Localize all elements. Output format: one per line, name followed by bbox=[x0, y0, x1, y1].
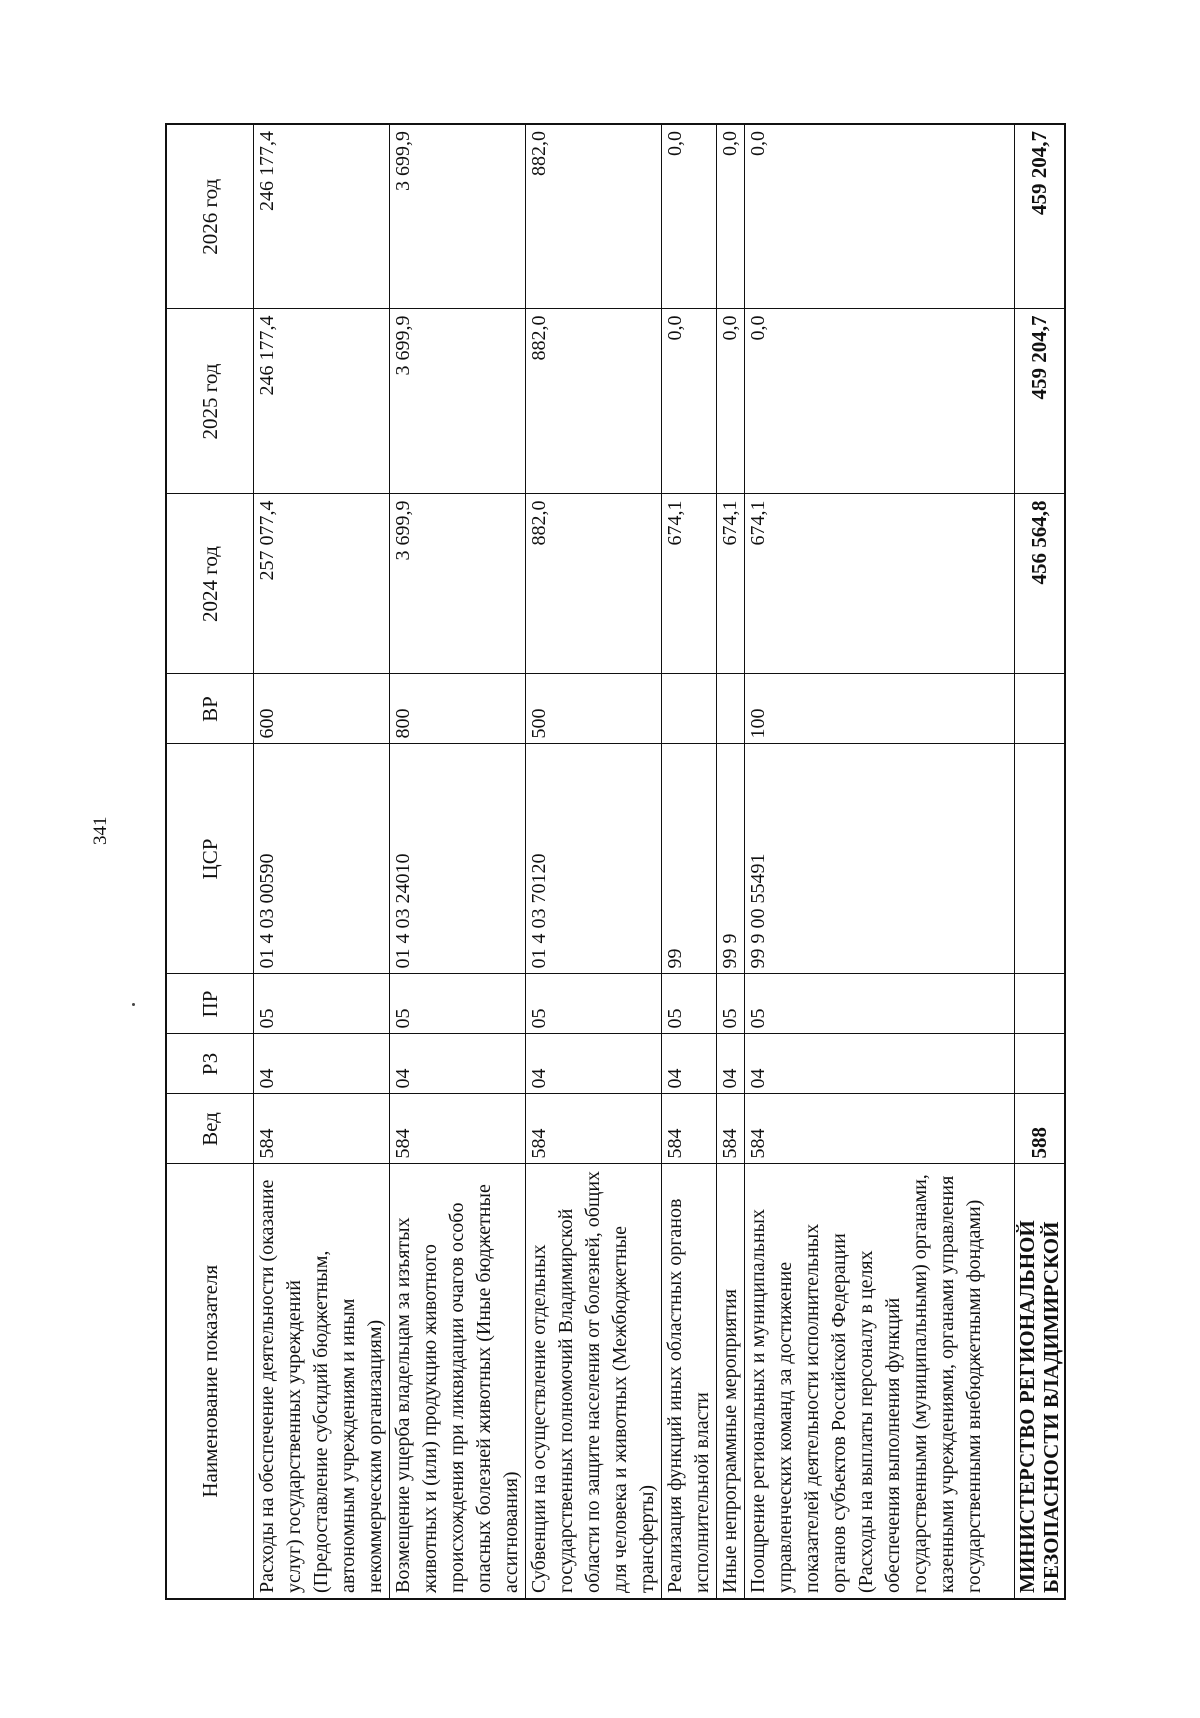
row-2024: 257 077,4 bbox=[254, 494, 390, 674]
table-header-row bbox=[166, 124, 254, 1599]
row-name: Поощрение региональных и муниципальных управленческих команд за достижение показателей деятельности исполнительных органов субъектов Российской Федерации (Расходы на выплаты персоналу в целях обеспечения выполнения функций государственными (муниципальными) органами, казенными учреждениями, органами управления государственными внебюджетными фондами) bbox=[745, 1164, 1015, 1599]
table-row bbox=[390, 124, 526, 1599]
row-ved: 584 bbox=[390, 1094, 526, 1164]
table-row bbox=[717, 124, 745, 1599]
row-csr: 01 4 03 70120 bbox=[526, 744, 662, 974]
total-csr bbox=[1015, 744, 1065, 974]
table-row bbox=[526, 124, 662, 1599]
total-2026: 459 204,7 bbox=[1015, 124, 1065, 309]
row-name: Возмещение ущерба владельцам за изъятых животных и (или) продукцию животного происхождения при ликвидации очагов особо опасных болезней животных (Иные бюджетные ассигнования) bbox=[390, 1164, 526, 1599]
total-name: МИНИСТЕРСТВО РЕГИОНАЛЬНОЙ БЕЗОПАСНОСТИ ВЛАДИМИРСКОЙ bbox=[1015, 1164, 1065, 1599]
header-2026: 2026 год bbox=[166, 124, 254, 309]
row-pr: 05 bbox=[390, 974, 526, 1034]
row-vr bbox=[662, 674, 717, 744]
row-name: Расходы на обеспечение деятельности (оказание услуг) государственных учреждений (Предоставление субсидий бюджетным, автономным учреждениям и иным некоммерческим организациям) bbox=[254, 1164, 390, 1599]
row-rz: 04 bbox=[526, 1034, 662, 1094]
row-pr: 05 bbox=[717, 974, 745, 1034]
row-rz: 04 bbox=[717, 1034, 745, 1094]
table-row bbox=[662, 124, 717, 1599]
scan-dot bbox=[132, 1003, 135, 1006]
row-2026: 3 699,9 bbox=[390, 124, 526, 309]
table-row bbox=[745, 124, 1015, 1599]
table-row bbox=[254, 124, 390, 1599]
total-pr bbox=[1015, 974, 1065, 1034]
row-2026: 882,0 bbox=[526, 124, 662, 309]
row-2024: 674,1 bbox=[717, 494, 745, 674]
total-ved: 588 bbox=[1015, 1094, 1065, 1164]
row-vr: 100 bbox=[745, 674, 1015, 744]
row-pr: 05 bbox=[254, 974, 390, 1034]
row-2025: 0,0 bbox=[745, 309, 1015, 494]
page-number: 341 bbox=[90, 816, 111, 845]
row-pr: 05 bbox=[526, 974, 662, 1034]
header-ved: Вед bbox=[166, 1094, 254, 1164]
row-2026: 0,0 bbox=[717, 124, 745, 309]
header-name: Наименование показателя bbox=[166, 1164, 254, 1599]
row-2026: 0,0 bbox=[745, 124, 1015, 309]
row-rz: 04 bbox=[254, 1034, 390, 1094]
budget-table-rotated bbox=[165, 125, 1085, 1600]
total-2025: 459 204,7 bbox=[1015, 309, 1065, 494]
total-vr bbox=[1015, 674, 1065, 744]
total-rz bbox=[1015, 1034, 1065, 1094]
row-csr: 01 4 03 24010 bbox=[390, 744, 526, 974]
row-2024: 674,1 bbox=[745, 494, 1015, 674]
row-csr: 99 9 00 55491 bbox=[745, 744, 1015, 974]
row-ved: 584 bbox=[717, 1094, 745, 1164]
row-pr: 05 bbox=[745, 974, 1015, 1034]
row-ved: 584 bbox=[745, 1094, 1015, 1164]
row-2024: 882,0 bbox=[526, 494, 662, 674]
row-2025: 3 699,9 bbox=[390, 309, 526, 494]
row-2025: 246 177,4 bbox=[254, 309, 390, 494]
row-2025: 882,0 bbox=[526, 309, 662, 494]
row-csr: 01 4 03 00590 bbox=[254, 744, 390, 974]
row-rz: 04 bbox=[662, 1034, 717, 1094]
row-ved: 584 bbox=[662, 1094, 717, 1164]
row-csr: 99 bbox=[662, 744, 717, 974]
row-csr: 99 9 bbox=[717, 744, 745, 974]
row-rz: 04 bbox=[390, 1034, 526, 1094]
row-ved: 584 bbox=[254, 1094, 390, 1164]
row-2024: 674,1 bbox=[662, 494, 717, 674]
row-name: Субвенции на осуществление отдельных государственных полномочий Владимирской области по защите населения от болезней, общих для человека и животных (Межбюджетные трансферты) bbox=[526, 1164, 662, 1599]
table-total-row bbox=[1015, 124, 1065, 1599]
row-2026: 0,0 bbox=[662, 124, 717, 309]
row-vr: 500 bbox=[526, 674, 662, 744]
row-pr: 05 bbox=[662, 974, 717, 1034]
header-2025: 2025 год bbox=[166, 309, 254, 494]
total-2024: 456 564,8 bbox=[1015, 494, 1065, 674]
row-name: Иные непрограммные мероприятия bbox=[717, 1164, 745, 1599]
row-2025: 0,0 bbox=[662, 309, 717, 494]
row-rz: 04 bbox=[745, 1034, 1015, 1094]
header-pr: ПР bbox=[166, 974, 254, 1034]
row-vr: 600 bbox=[254, 674, 390, 744]
budget-table bbox=[165, 123, 1066, 1600]
row-2025: 0,0 bbox=[717, 309, 745, 494]
header-rz: РЗ bbox=[166, 1034, 254, 1094]
header-2024: 2024 год bbox=[166, 494, 254, 674]
header-csr: ЦСР bbox=[166, 744, 254, 974]
row-ved: 584 bbox=[526, 1094, 662, 1164]
row-vr: 800 bbox=[390, 674, 526, 744]
row-2026: 246 177,4 bbox=[254, 124, 390, 309]
header-vr: ВР bbox=[166, 674, 254, 744]
row-2024: 3 699,9 bbox=[390, 494, 526, 674]
row-vr bbox=[717, 674, 745, 744]
row-name: Реализация функций иных областных органов исполнительной власти bbox=[662, 1164, 717, 1599]
